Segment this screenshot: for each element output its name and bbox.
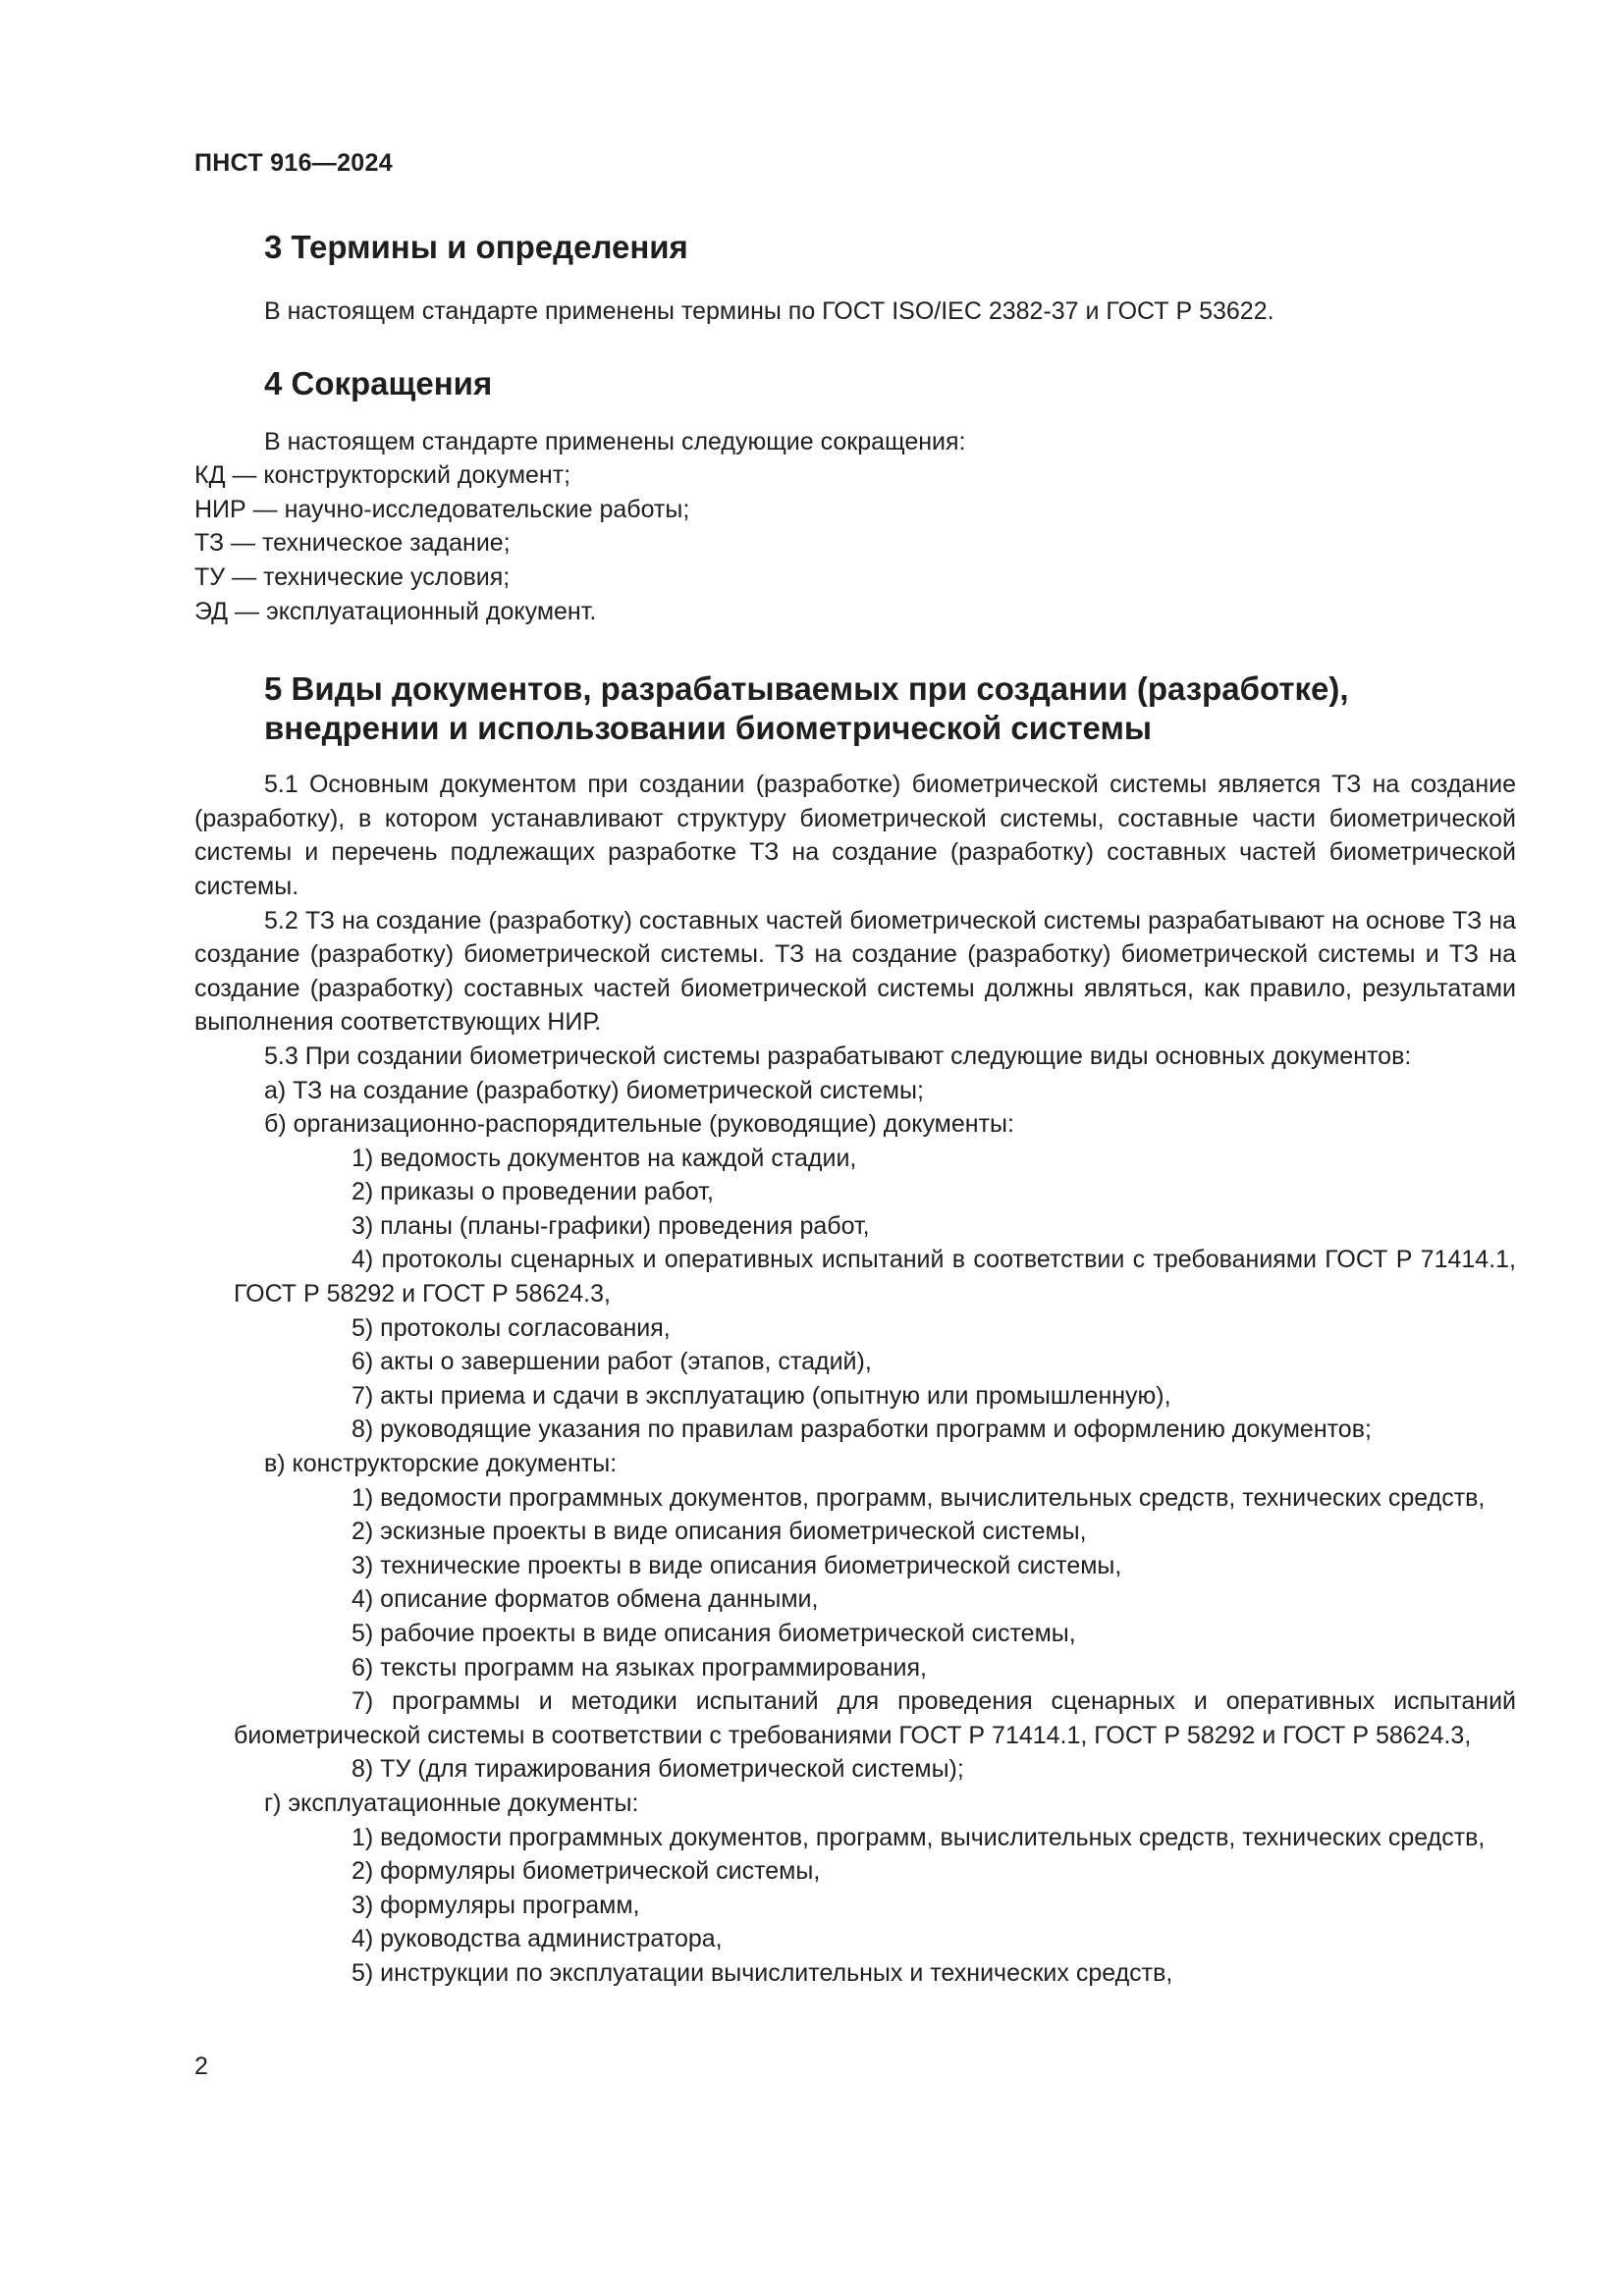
list-subitem: 5) инструкции по эксплуатации вычислительных и технических средств, <box>352 1958 1173 1987</box>
list-subitem: 5) рабочие проекты в виде описания биометрической системы, <box>352 1620 1076 1647</box>
list-subitem: 1) ведомость документов на каждой стадии, <box>352 1144 857 1172</box>
abbreviation-item: ЭД — эксплуатационный документ. <box>194 597 597 625</box>
list-subitem: 3) планы (планы-графики) проведения работ, <box>352 1211 870 1240</box>
list-subitem: 7) программы и методики испытаний для проведения сценарных и оперативных испытаний биометрической системы в соответствии с требованиями ГОСТ Р 71414.1, ГОСТ Р 58292 и ГОСТ Р 58624.3, <box>234 1687 1516 1749</box>
list-item-g: г) эксплуатационные документы: <box>264 1789 639 1817</box>
list-subitem: 2) приказы о проведении работ, <box>352 1178 714 1206</box>
list-subitem: 8) руководящие указания по правилам разработки программ и оформлению документов; <box>352 1415 1372 1444</box>
list-subitem: 3) формуляры программ, <box>352 1891 640 1919</box>
document-code-header: ПНСТ 916—2024 <box>194 149 393 177</box>
abbreviation-item: КД — конструкторский документ; <box>194 461 571 490</box>
section-5-title-line1: 5 Виды документов, разрабатываемых при создании (разработке), <box>264 670 1349 708</box>
list-subitem: 4) руководства администратора, <box>352 1925 723 1953</box>
list-subitem: 4) протоколы сценарных и оперативных испытаний в соответствии с требованиями ГОСТ Р 71414.1, ГОСТ Р 58292 и ГОСТ Р 58624.3, <box>234 1246 1516 1308</box>
list-subitem: 2) формуляры биометрической системы, <box>352 1857 821 1886</box>
list-subitem: 1) ведомости программных документов, программ, вычислительных средств, технических средств, <box>352 1823 1486 1851</box>
list-subitem: 7) акты приема и сдачи в эксплуатацию (опытную или промышленную), <box>352 1381 1171 1410</box>
list-item-a: а) ТЗ на создание (разработку) биометрической системы; <box>264 1076 924 1104</box>
section-4-intro: В настоящем стандарте применены следующие сокращения: <box>264 427 966 455</box>
section-3-title: 3 Термины и определения <box>264 229 688 265</box>
page-number: 2 <box>194 2053 208 2080</box>
list-item-v: в) конструкторские документы: <box>264 1450 618 1478</box>
list-subitem: 2) эскизные проекты в виде описания биометрической системы, <box>352 1518 1087 1546</box>
list-subitem: 6) акты о завершении работ (этапов, стадий), <box>352 1348 872 1376</box>
list-subitem: 6) тексты программ на языках программирования, <box>352 1653 927 1682</box>
paragraph-5-3: 5.3 При создании биометрической системы разрабатывают следующие виды основных документов: <box>264 1041 1412 1070</box>
list-item-b: б) организационно-распорядительные (руководящие) документы: <box>264 1110 1014 1139</box>
list-subitem: 3) технические проекты в виде описания биометрической системы, <box>352 1551 1122 1579</box>
list-subitem: 1) ведомости программных документов, программ, вычислительных средств, технических средств, <box>352 1483 1486 1512</box>
paragraph-5-2: 5.2 ТЗ на создание (разработку) составных частей биометрической системы разрабатывают на основе ТЗ на создание (разработку) биометрической системы. ТЗ на создание (разработку) биометрической системы и ТЗ на создание (разработку) составных частей биометрической системы должны являться, как правило, результатами выполнения соответствующих НИР. <box>194 906 1516 1037</box>
list-subitem: 8) ТУ (для тиражирования биометрической системы); <box>352 1755 964 1784</box>
section-5-title-line2: внедрении и использовании биометрической системы <box>264 710 1153 747</box>
document-body <box>194 228 1516 1991</box>
list-subitem: 4) описание форматов обмена данными, <box>352 1585 819 1614</box>
list-subitem: 5) протоколы согласования, <box>352 1313 671 1342</box>
section-4-title: 4 Сокращения <box>264 364 493 401</box>
section-5-title <box>264 669 1491 748</box>
abbreviation-item: ТЗ — техническое задание; <box>194 529 511 558</box>
abbreviation-item: НИР — научно-исследовательские работы; <box>194 495 690 523</box>
section-3-text: В настоящем стандарте применены термины по ГОСТ ISO/IEC 2382-37 и ГОСТ Р 53622. <box>264 297 1274 325</box>
abbreviation-item: ТУ — технические условия; <box>194 562 511 591</box>
paragraph-5-1: 5.1 Основным документом при создании (разработке) биометрической системы является ТЗ на создание (разработку), в котором устанавливают структуру биометрической системы, составные части биометрической системы и перечень подлежащих разработке ТЗ на создание (разработку) составных частей биометрической системы. <box>194 771 1516 900</box>
